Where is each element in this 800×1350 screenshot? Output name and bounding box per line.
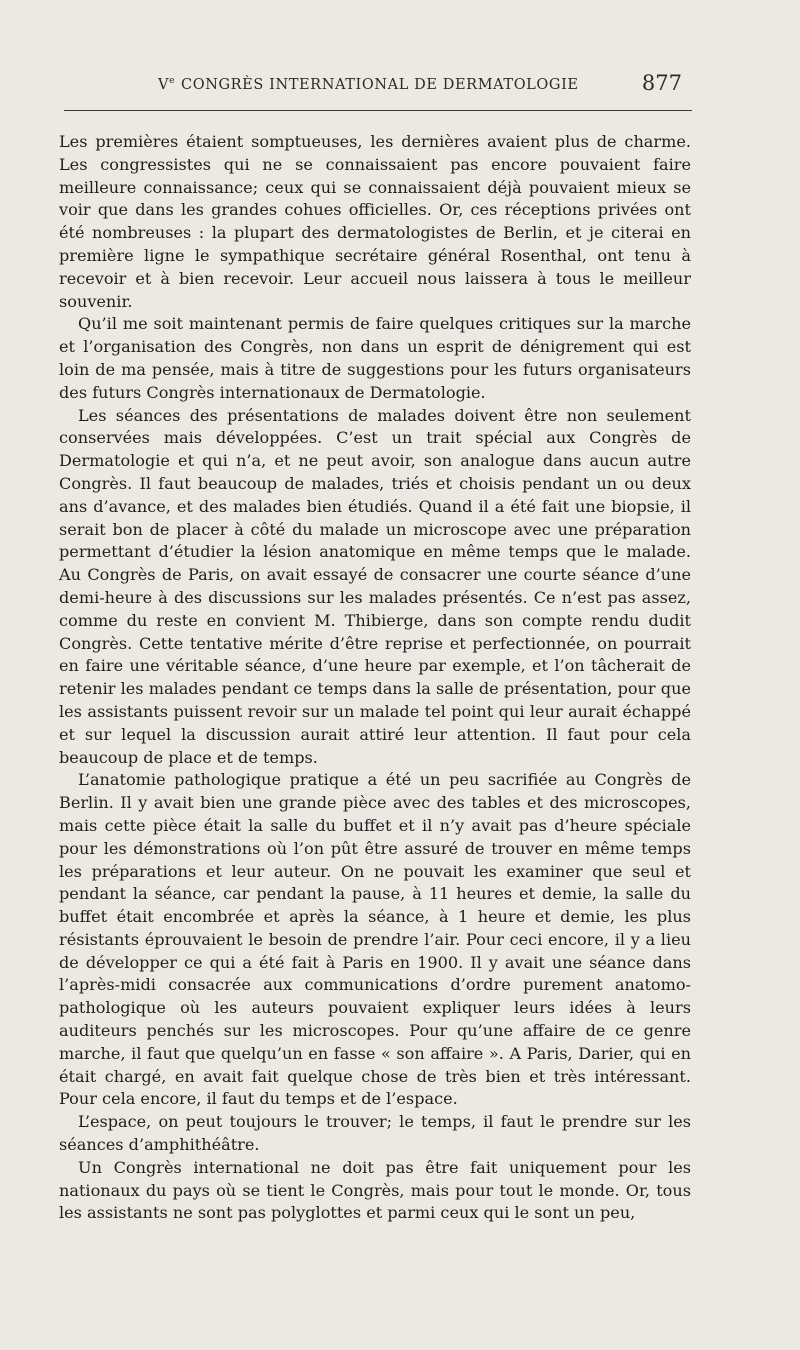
paragraph: L’anatomie pathologique pratique a été un peu sacrifiée au Congrès de Berlin. Il y avait bien une grande pièce avec des tables et des microscopes, mais cette pièce était la salle du buffet et il n’y avait pas d’heure spéciale pour les démonstrations où l’on pût être assuré de trouver en même temps les préparations et leur auteur. On ne pouvait les examiner que seul et pendant la séance, car pendant la pause, à 11 heures et demie, la salle du buffet était encombrée et après la séance, à 1 heure et demie, les plus résistants éprouvaient le besoin de prendre l’air. Pour ceci encore, il y a lieu de développer ce qui a été fait à Paris en 1900. Il y avait une séance dans l’après-midi consacrée aux communications d’ordre purement anatomo-pathologique où les auteurs pouvaient expliquer leurs idées à leurs auditeurs penchés sur les microscopes. Pour qu’une affaire de ce genre marche, il faut que quelqu’un en fasse « son affaire ». A Paris, Darier, qui en était chargé, en avait fait quelque chose de très bien et très intéressant. Pour cela encore, il faut du temps et de l’espace. <box>59 770 691 1109</box>
paragraph: Les séances des présentations de malades doivent être non seulement conservées mais développées. C’est un trait spécial aux Congrès de Dermatologie et qui n’a, et ne peut avoir, son analogue dans aucun autre Congrès. Il faut beaucoup de malades, triés et choisis pendant un ou deux ans d’avance, et des malades bien étudiés. Quand il a été fait une biopsie, il serait bon de placer à côté du malade un microscope avec une préparation permettant d’étudier la lésion anatomique en même temps que le malade. Au Congrès de Paris, on avait essayé de consacrer une courte séance d’une demi-heure à des discussions sur les malades présentés. Ce n’est pas assez, comme du reste en convient M. Thibierge, dans son compte rendu dudit Congrès. Cette tentative mérite d’être reprise et perfectionnée, on pourrait en faire une véritable séance, d’une heure par exemple, et l’on tâcherait de retenir les malades pendant ce temps dans la salle de présentation, pour que les assistants puissent revoir sur un malade tel point qui leur aurait échappé et sur lequel la discussion aurait attiré leur attention. Il faut pour cela beaucoup de place et de temps. <box>59 405 691 767</box>
running-title-text: CONGRÈS INTERNATIONAL DE DERMATOLOGIE <box>181 76 579 93</box>
paragraph: L’espace, on peut toujours le trouver; le temps, il faut le prendre sur les séances d’amphithéâtre. <box>59 1112 691 1155</box>
page-number: 877 <box>641 71 682 95</box>
paragraph: Un Congrès international ne doit pas être fait uniquement pour les nationaux du pays où se tient le Congrès, mais pour tout le monde. Or, tous les assistants ne sont pas polyglottes et parmi ceux qui le sont un peu, <box>59 1157 691 1223</box>
body-text <box>59 131 691 1225</box>
section-numeral: V <box>158 76 170 93</box>
paragraph-continued: Les premières étaient somptueuses, les dernières avaient plus de charme. Les congressistes qui ne se connaissaient pas encore pouvaient faire meilleure connaissance; ceux qui se connaissaient déjà pouvaient mieux se voir que dans les grandes cohues officielles. Or, ces réceptions privées ont été nombreuses : la plupart des dermatologistes de Berlin, et je citerai en première ligne le sympathique secrétaire général Rosenthal, ont tenu à recevoir et à bien recevoir. Leur accueil nous laissera à tous le meilleur souvenir. <box>59 132 691 311</box>
paragraph: Qu’il me soit maintenant permis de faire quelques critiques sur la marche et l’organisation des Congrès, non dans un esprit de dénigrement qui est loin de ma pensée, mais à titre de suggestions pour les futurs organisateurs des futurs Congrès internationaux de Dermatologie. <box>59 314 691 402</box>
section-superscript: e <box>169 76 176 86</box>
running-title <box>158 76 579 93</box>
header-rule <box>64 110 692 111</box>
running-header <box>60 71 686 102</box>
